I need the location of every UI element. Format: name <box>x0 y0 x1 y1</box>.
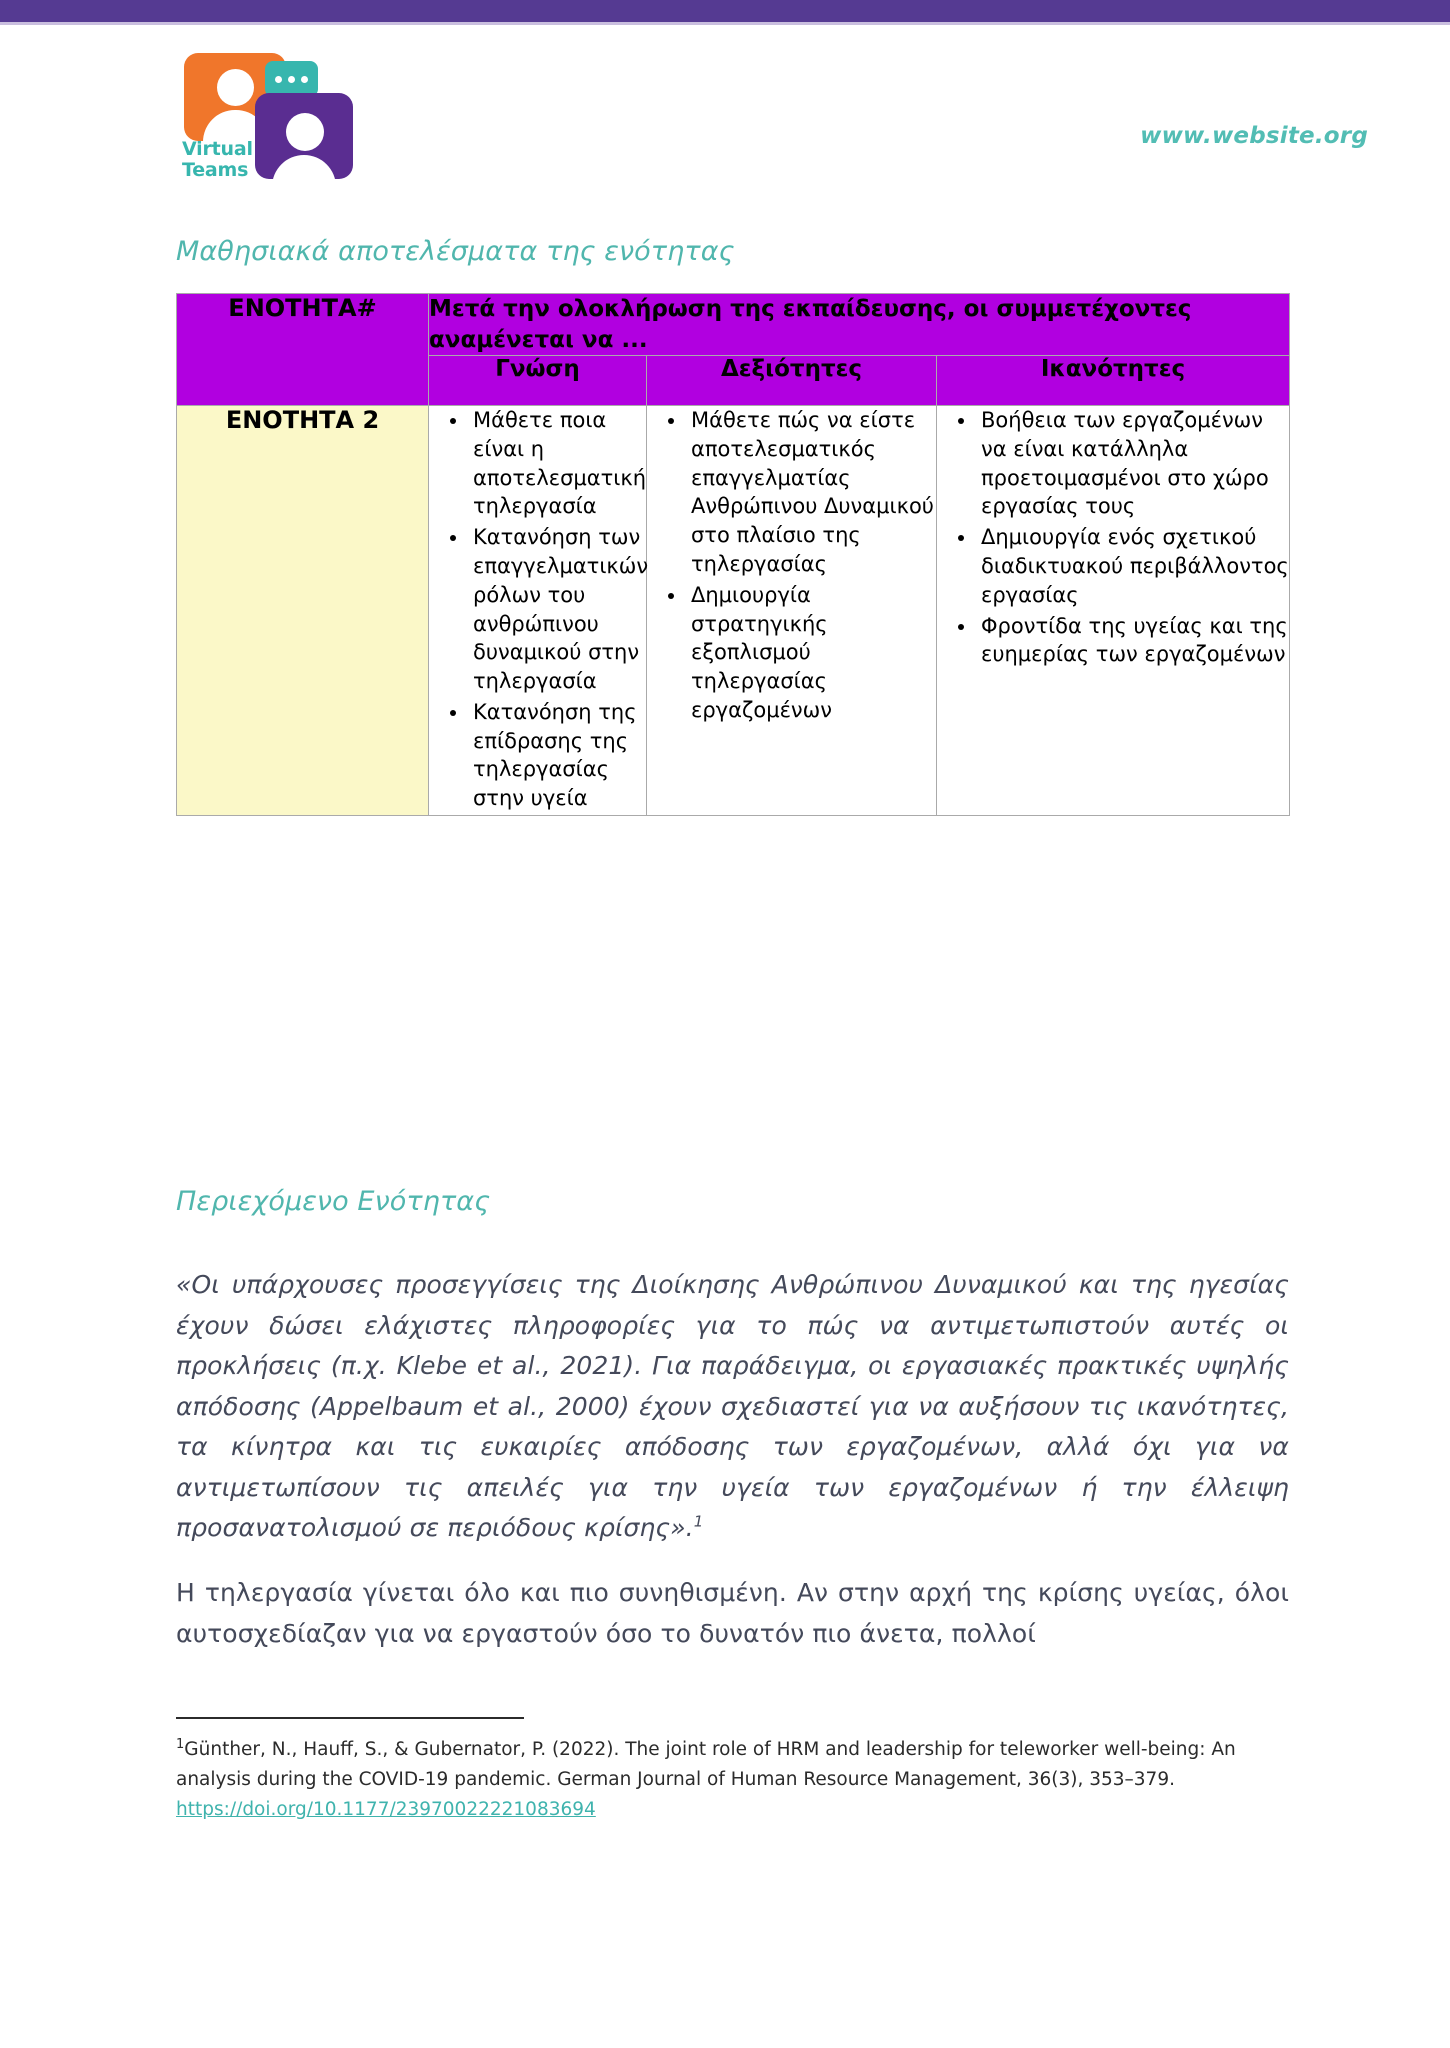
website-url[interactable]: www.website.org <box>1140 123 1368 149</box>
table-subheader-skills: Δεξιότητες <box>647 356 937 406</box>
list-item: • Μάθετε ποια είναι η αποτελεσματική τηλεργασία <box>469 406 646 521</box>
competences-list <box>937 406 1289 669</box>
table-header-after-training: Μετά την ολοκλήρωση της εκπαίδευσης, οι συμμετέχοντες αναμένεται να ... <box>429 294 1290 356</box>
footnote-reference-marker[interactable]: 1 <box>693 1512 704 1531</box>
footnote-block <box>176 1734 1236 1825</box>
learning-outcomes-table <box>176 293 1290 816</box>
table-cell-skills <box>647 406 937 816</box>
logo-brand-line1: Virtual <box>182 138 253 160</box>
table-row <box>177 406 1290 816</box>
bubble-dot-3 <box>301 76 308 83</box>
table-subheader-competences: Ικανότητες <box>937 356 1290 406</box>
knowledge-list <box>429 406 649 813</box>
page-header <box>0 37 1450 187</box>
person-head-icon-2 <box>286 113 324 151</box>
list-item: • Κατανόηση της επίδρασης της τηλεργασίας στην υγεία <box>469 698 646 813</box>
list-item: • Κατανόηση των επαγγελματικών ρόλων του ανθρώπινου δυναμικού στην τηλεργασία <box>469 523 646 696</box>
quote-paragraph <box>176 1265 1289 1549</box>
person-body-icon-2 <box>272 155 336 195</box>
document-page <box>0 25 1450 2048</box>
footnote-doi-link[interactable]: https://doi.org/10.1177/23970022221083694 <box>176 1799 596 1821</box>
footnote-citation-text: Günther, N., Hauff, S., & Gubernator, P. (2022). The joint role of HRM and leadership for teleworker well-being: An analysis during the COVID-19 pandemic. German Journal of Human Resource Management, 36(3), 353–379. <box>176 1739 1236 1791</box>
logo-brand-line2: Teams <box>182 158 249 181</box>
learning-outcomes-heading: Μαθησιακά αποτελέσματα της ενότητας <box>176 236 735 267</box>
footnote-separator <box>176 1717 524 1719</box>
table-header-unit: ΕΝΟΤΗΤΑ# <box>177 294 429 406</box>
table-header-row-1 <box>177 294 1290 356</box>
table-cell-competences <box>937 406 1290 816</box>
bubble-dot-1 <box>275 76 282 83</box>
table-cell-knowledge <box>429 406 647 816</box>
person-head-icon <box>217 69 254 106</box>
top-purple-bar <box>0 0 1450 22</box>
list-item: • Δημιουργία στρατηγικής εξοπλισμού τηλεργασίας εργαζομένων <box>687 581 936 725</box>
chat-bubble-icon <box>265 61 318 97</box>
closing-paragraph: Η τηλεργασία γίνεται όλο και πιο συνηθισμένη. Αν στην αρχή της κρίσης υγείας, όλοι αυτοσχεδίαζαν για να εργαστούν όσο το δυνατόν πιο άνετα, πολλοί <box>176 1578 1289 1648</box>
footnote-marker: 1 <box>176 1737 185 1752</box>
virtual-teams-logo <box>176 51 366 183</box>
list-item: • Δημιουργία ενός σχετικού διαδικτυακού περιβάλλοντος εργασίας <box>977 523 1289 609</box>
list-item: • Φροντίδα της υγείας και της ευημερίας των εργαζομένων <box>977 612 1289 670</box>
list-item: • Βοήθεια των εργαζομένων να είναι κατάλληλα προετοιμασμένοι στο χώρο εργασίας τους <box>977 406 1289 521</box>
skills-list <box>647 406 936 724</box>
list-item: • Μάθετε πώς να είστε αποτελεσματικός επαγγελματίας Ανθρώπινου Δυναμικού στο πλαίσιο της τηλεργασίας <box>687 406 936 579</box>
quote-text: «Οι υπάρχουσες προσεγγίσεις της Διοίκησης Ανθρώπινου Δυναμικού και της ηγεσίας έχουν δώσει ελάχιστες πληροφορίες για το πώς να αντιμετωπιστούν αυτές οι προκλήσεις (π.χ. Klebe et al., 2021). Για παράδειγμα, οι εργασιακές πρακτικές υψηλής απόδοσης (Appelbaum et al., 2000) έχουν σχεδιαστεί για να αυξήσουν τις ικανότητες, τα κίνητρα και τις ευκαιρίες απόδοσης των εργαζομένων, αλλά όχι για να αντιμετωπίσουν τις απειλές για την υγεία των εργαζομένων ή την έλλειψη προσανατολισμού σε περιόδους κρίσης». <box>176 1270 1289 1542</box>
bubble-dot-2 <box>288 76 295 83</box>
table-cell-unit-name: ΕΝΟΤΗΤΑ 2 <box>177 406 429 816</box>
unit-content-heading: Περιεχόμενο Ενότητας <box>176 1186 491 1217</box>
table-subheader-knowledge: Γνώση <box>429 356 647 406</box>
logo-brand-text <box>182 139 272 180</box>
